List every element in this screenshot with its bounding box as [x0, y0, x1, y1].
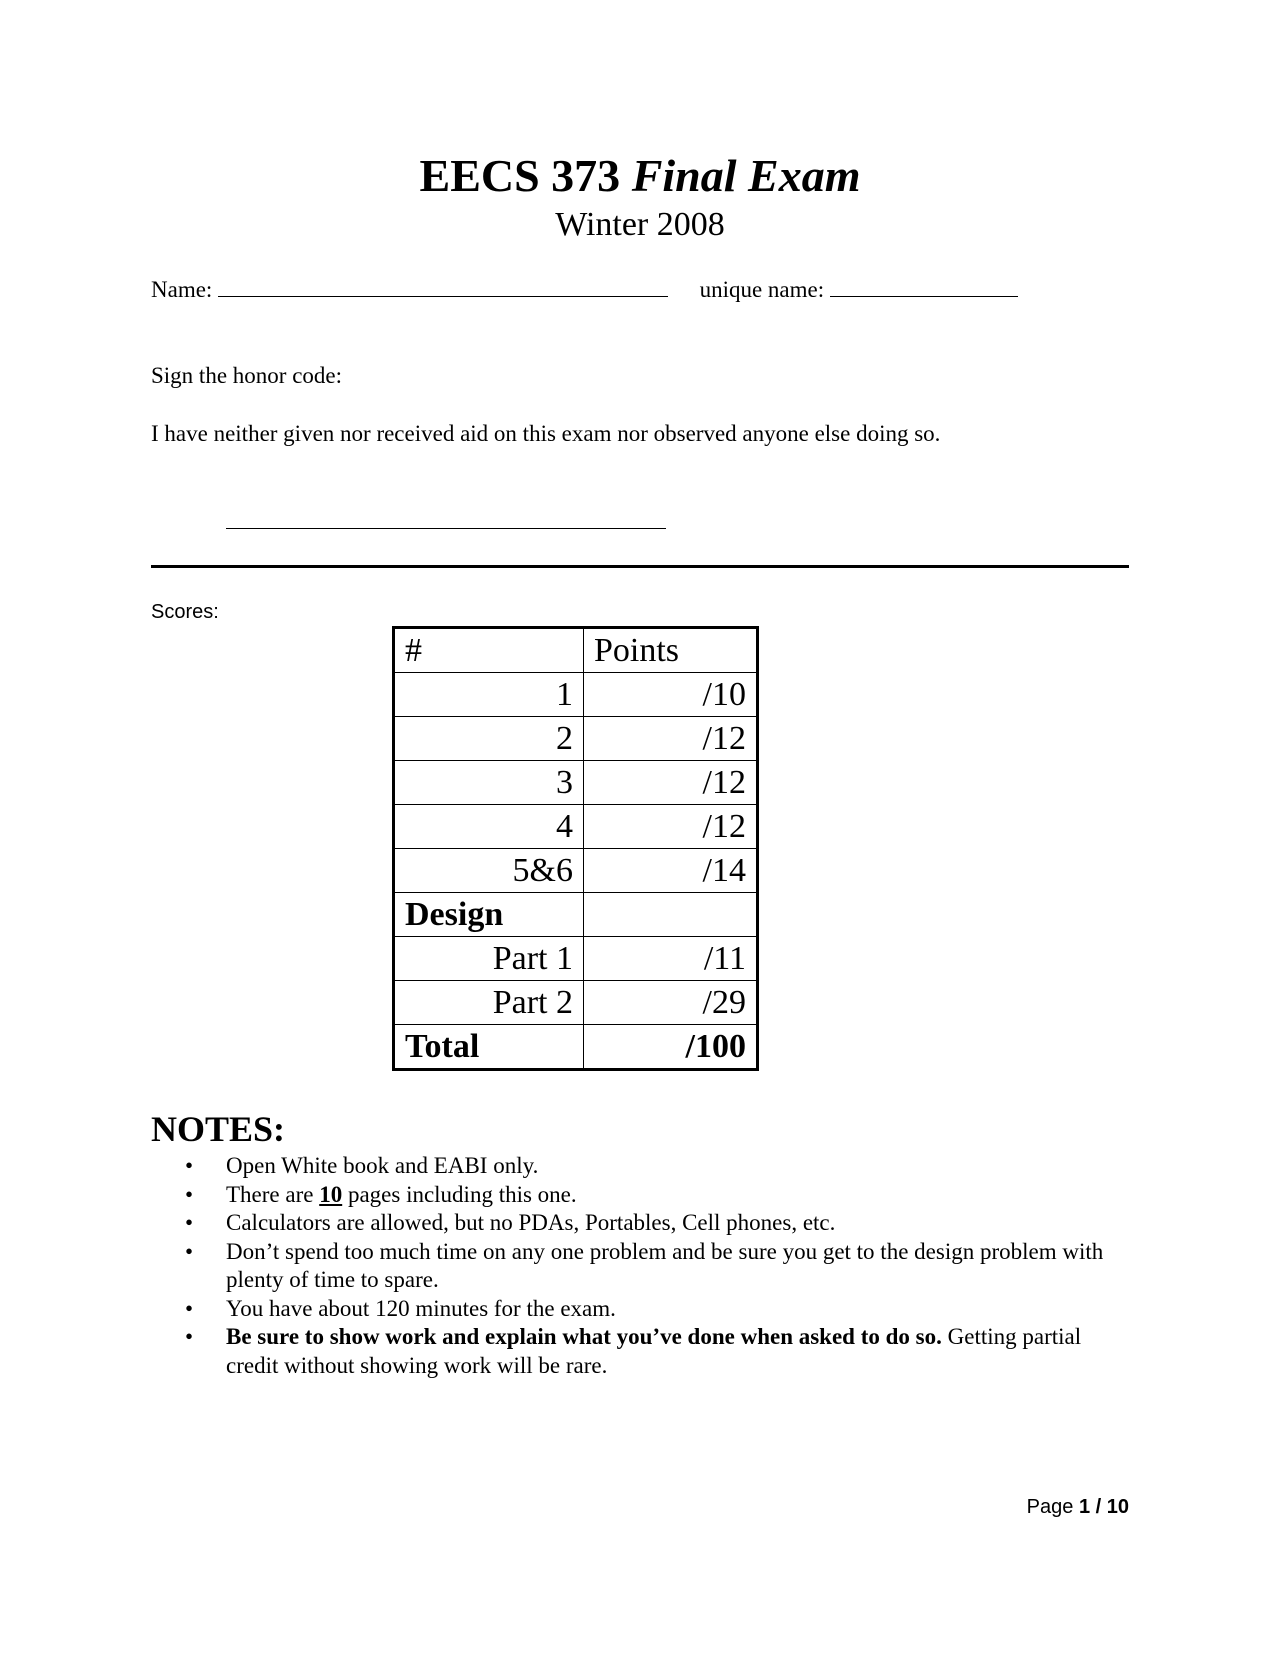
name-label: Name: [151, 277, 213, 302]
list-item [151, 1152, 1111, 1181]
scores-label: Scores: [151, 601, 219, 623]
note-text: Open White book and EABI only. [226, 1153, 539, 1178]
bullet-icon: • [185, 1324, 194, 1349]
table-header-row [394, 628, 758, 673]
total-label: Total [394, 1025, 584, 1070]
bullet-icon: • [185, 1181, 194, 1207]
problem-number: 1 [394, 673, 584, 717]
table-row [394, 893, 758, 937]
header-points: Points [584, 628, 758, 673]
problem-number: 3 [394, 761, 584, 805]
name-row [151, 276, 1018, 304]
note-text: You have about 120 minutes for the exam. [226, 1295, 616, 1321]
design-heading: Design [394, 893, 584, 937]
problem-points: /29 [584, 981, 758, 1025]
problem-points: /12 [584, 805, 758, 849]
table-row [394, 1025, 758, 1070]
bullet-icon: • [185, 1210, 194, 1235]
note-text: pages including this one. [347, 1181, 577, 1207]
honor-statement: I have neither given nor received aid on this exam nor observed anyone else doing so. [151, 421, 941, 446]
note-text: Calculators are allowed, but no PDAs, Portables, Cell phones, etc. [226, 1210, 836, 1235]
notes-heading: NOTES: [151, 1109, 286, 1149]
signature-row [226, 508, 666, 536]
table-row [394, 761, 758, 805]
page-word: Page [1026, 1496, 1074, 1518]
list-item [151, 1295, 1111, 1324]
list-item [151, 1323, 1111, 1380]
note-text: Getting partial credit without showing work will be rare. [226, 1324, 1082, 1378]
current-page: 1 [1078, 1496, 1091, 1518]
table-row [394, 849, 758, 893]
problem-points: /12 [584, 717, 758, 761]
total-points: /100 [584, 1025, 758, 1070]
scores-table [392, 626, 759, 1071]
section-divider [151, 565, 1129, 568]
honor-prompt: Sign the honor code: [151, 363, 342, 388]
unique-name-label: unique name: [699, 277, 825, 302]
page-title [0, 148, 1280, 204]
list-item [151, 1181, 1111, 1210]
table-row [394, 673, 758, 717]
design-points [584, 893, 758, 937]
title-course: EECS 373 [419, 150, 621, 201]
problem-points: /11 [584, 937, 758, 981]
problem-number: 5&6 [394, 849, 584, 893]
table-row [394, 981, 758, 1025]
page-count: 10 [319, 1181, 343, 1207]
problem-number: Part 2 [394, 981, 584, 1025]
table-row [394, 937, 758, 981]
total-pages: 10 [1106, 1496, 1129, 1518]
problem-points: /14 [584, 849, 758, 893]
header-number: # [394, 628, 584, 673]
list-item [151, 1209, 1111, 1238]
exam-term: Winter 2008 [555, 206, 725, 243]
table-row [394, 717, 758, 761]
problem-number: Part 1 [394, 937, 584, 981]
note-emphasis: Be sure to show work and explain what you’ve done when asked to do so. [226, 1324, 942, 1349]
problem-points: /10 [584, 673, 758, 717]
list-item [151, 1238, 1111, 1295]
problem-number: 4 [394, 805, 584, 849]
table-row [394, 805, 758, 849]
name-blank[interactable] [218, 276, 668, 297]
signature-blank[interactable] [226, 508, 666, 529]
bullet-icon: • [185, 1238, 194, 1264]
bullet-icon: • [185, 1153, 194, 1178]
note-text: There are [226, 1181, 314, 1207]
page-separator: / [1095, 1496, 1102, 1518]
bullet-icon: • [185, 1295, 194, 1321]
page-number [1027, 1496, 1129, 1519]
problem-points: /12 [584, 761, 758, 805]
note-text: Don’t spend too much time on any one problem and be sure you get to the design problem with plenty of time to spare. [226, 1238, 1104, 1292]
problem-number: 2 [394, 717, 584, 761]
notes-list [151, 1152, 1111, 1380]
title-exam: Final Exam [631, 150, 861, 201]
unique-name-blank[interactable] [830, 276, 1018, 297]
